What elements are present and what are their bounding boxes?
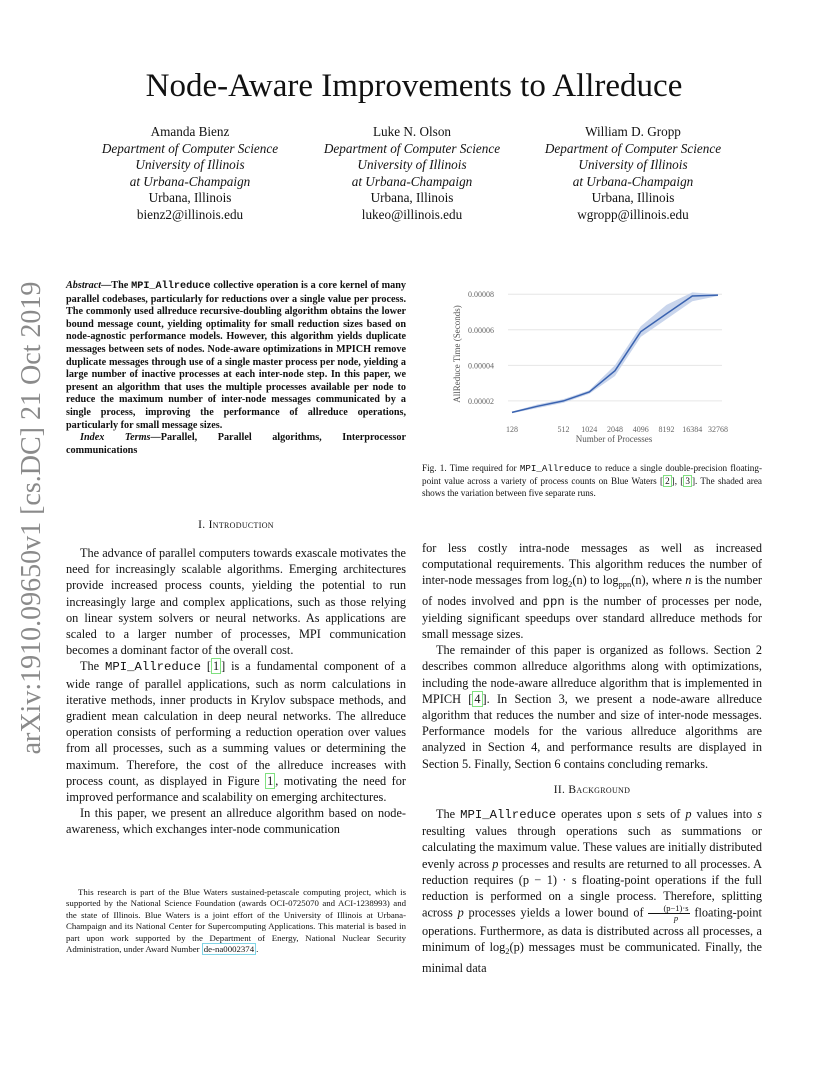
paragraph: The MPI_Allreduce operates upon s sets of p values into s resulting values through operations such as summations or calculating the maximum value. These values are initially distributed evenly across p processes and results are returned to all processes. A reduction requires (p − 1) · s floating-point operations if the full reduction is performed on a single process. Therefore, splitting across p processes yields a lower bound of $\frac{(p-1)\cdot s}{p}$ floating-point operations. Furthermore, as data is distributed across all processes, a minimum of $\log_2(p)$ messages must be communicated. Finally, the minimal data	[422, 807, 762, 975]
chart-y-ticks	[468, 290, 494, 406]
author-dept: Department of Computer Science	[544, 140, 722, 156]
author-campus: at Urbana-Champaign	[572, 173, 694, 189]
citation-link[interactable]: 2	[665, 476, 670, 486]
section-title: Introduction	[208, 519, 274, 531]
chart-y-tick-label: 0.00002	[468, 396, 494, 406]
citation-link[interactable]: 3	[685, 476, 690, 486]
chart-x-tick-label: 16384	[682, 425, 703, 434]
author-block	[80, 124, 300, 224]
paragraph: The MPI_Allreduce [ 1 ] is a fundamental component of a wide range of parallel applications, such as norm calculations in iterative methods, inner products in Krylov subspace methods, and gradient mean calculation in deep neural networks. The allreduce operation consists of performing a reduction operation over values from all processes, such as a summing values or determining the maximum. Therefore, the cost of the allreduce increases with process count, as displayed in Figure 1 , motivating the need for improved performance and scalability on emerging architectures.	[66, 659, 406, 805]
paragraph: The remainder of this paper is organized as follows. Section 2 describes common allreduce algorithms along with optimizations, including the node-aware allreduce algorithm that is implemented in MPICH [ 4 ]. In Section 3, we present a node-aware allreduce algorithm that reduces the number and size of inter-node messages. Performance models for the various allreduce algorithms are analyzed in Section 4, and performance results are displayed in Section 5. Finally, Section 6 contains concluding remarks.	[422, 643, 763, 771]
paragraph: The advance of parallel computers towards exascale motivates the need for increasingly scalable algorithms. Emerging architectures provide increased process counts, yielding the potential to run increasingly large and complex applications, such as those relying on linear system solvers or neural networks. As applications are scaled to a larger number of processes, MPI communication becomes a dominant factor of the overall cost.	[66, 546, 406, 658]
citation-link[interactable]: 4	[474, 691, 481, 706]
chart-variation-band	[512, 292, 718, 413]
section-heading	[66, 519, 406, 531]
index-terms: —Parallel, Parallel algorithms, Interprocessor communications	[66, 432, 406, 456]
author-email: wgropp@illinois.edu	[577, 206, 689, 222]
chart-x-tick-label: 2048	[607, 425, 623, 434]
chart-y-tick-label: 0.00006	[468, 325, 494, 335]
section-heading	[422, 782, 762, 798]
author-univ: University of Illinois	[135, 157, 245, 173]
chart-x-tick-label: 4096	[632, 425, 649, 434]
author-dept: Department of Computer Science	[101, 140, 279, 156]
paragraph: for less costly intra-node messages as well as increased computational requirements. This algorithm reduces the number of inter-node messages from $\log_2(n)$ to $\log_{ppn}(n)$, where n is the number of nodes involved and ppn is the number of processes per node, yielding significant speedups over standard allreduce methods for small message sizes.	[422, 541, 762, 642]
author-dept: Department of Computer Science	[323, 140, 501, 156]
author-campus: at Urbana-Champaign	[351, 173, 473, 189]
chart-y-label: AllReduce Time (Seconds)	[452, 305, 462, 403]
section-number: I.	[198, 519, 209, 531]
abstract-lead: —The	[101, 280, 132, 291]
chart-series-line	[512, 295, 718, 412]
intro-text	[66, 545, 406, 838]
author-name: William D. Gropp	[585, 124, 681, 139]
chart-y-tick-label: 0.00004	[468, 361, 494, 371]
abstract-code: MPI_Allreduce	[131, 281, 211, 292]
author-name: Amanda Bienz	[150, 124, 230, 139]
author-campus: at Urbana-Champaign	[129, 173, 251, 189]
chart-x-tick-label: 512	[557, 425, 570, 434]
author-city: Urbana, Illinois	[591, 190, 675, 206]
figure-link[interactable]: 1	[267, 773, 274, 788]
arxiv-stamp: arXiv:1910.09650v1 [cs.DC] 21 Oct 2019	[16, 281, 47, 755]
author-univ: University of Illinois	[357, 157, 467, 173]
chart-x-tick-label: 128	[506, 425, 518, 434]
index-terms-label: Index Terms	[80, 432, 151, 444]
chart-x-label: Number of Processes	[575, 434, 653, 444]
allreduce-time-chart	[438, 278, 756, 450]
author-email: lukeo@illinois.edu	[361, 206, 463, 222]
section-title: Background	[568, 783, 631, 796]
chart-x-ticks	[506, 425, 728, 434]
figure-caption: Fig. 1. Time required for MPI_Allreduce to reduce a single double-precision floating-point value across a variety of process counts on Blue Waters [ 2 ], [ 3 ]. The shaded area shows the variation between five separate runs.	[422, 463, 763, 498]
citation-link[interactable]: [ 1 ]	[206, 659, 226, 674]
abstract-body: collective operation is a core kernel of many parallel codebases, particularly for reductions over a single value per process. The commonly used allreduce recursive-doubling algorithm obtains the lower bound message count, yielding optimality for small reduction sizes based on node-agnostic performance models. However, this algorithm yields duplicate messages between sets of nodes. Node-aware optimizations in MPICH remove duplicate messages through use of a single master process per node, yielding a large number of inactive processes at each inter-node step. In this paper, we present an algorithm that uses the multiple processes available per node to reduce the maximum number of inter-node messages communicated by a single process, improving the performance of allreduce operations, particularly for small message sizes.	[66, 280, 406, 431]
author-block	[523, 124, 743, 224]
fraction: $\frac{(p-1)\cdot s}{p}$	[648, 904, 689, 923]
chart-x-tick-label: 32768	[708, 425, 728, 434]
section-number: II.	[553, 783, 569, 796]
inline-code: MPI_Allreduce	[105, 660, 201, 675]
footnote: This research is part of the Blue Waters sustained-petascale computing project, which is supported by the National Science Foundation (awards OCI-0725070 and ACI-1238993) and the state of Illinois. Blue Waters is a joint effort of the University of Illinois at Urbana-Champaign and its National Center for Supercomputing Applications. This material is based in part upon work supported by the Department of Energy, National Nuclear Security Administration, under Award Number de-na0002374 .	[66, 887, 406, 955]
abstract-label: Abstract	[66, 280, 102, 291]
paper-title: Node-Aware Improvements to Allreduce	[145, 68, 683, 104]
chart-x-tick-label: 1024	[581, 425, 598, 434]
paragraph: In this paper, we present an allreduce algorithm based on node-awareness, which exchanges inter-node communication	[66, 806, 406, 837]
author-city: Urbana, Illinois	[370, 190, 454, 206]
chart-grid	[508, 294, 722, 401]
abstract	[66, 280, 406, 457]
chart-x-tick-label: 8192	[658, 425, 675, 434]
author-email: bienz2@illinois.edu	[136, 206, 244, 222]
right-column-text	[422, 540, 762, 976]
author-block	[302, 124, 522, 224]
author-name: Luke N. Olson	[372, 124, 452, 139]
author-univ: University of Illinois	[578, 157, 688, 173]
author-city: Urbana, Illinois	[148, 190, 232, 206]
chart-y-tick-label: 0.00008	[468, 290, 494, 300]
award-link[interactable]: de-na0002374	[203, 944, 255, 955]
